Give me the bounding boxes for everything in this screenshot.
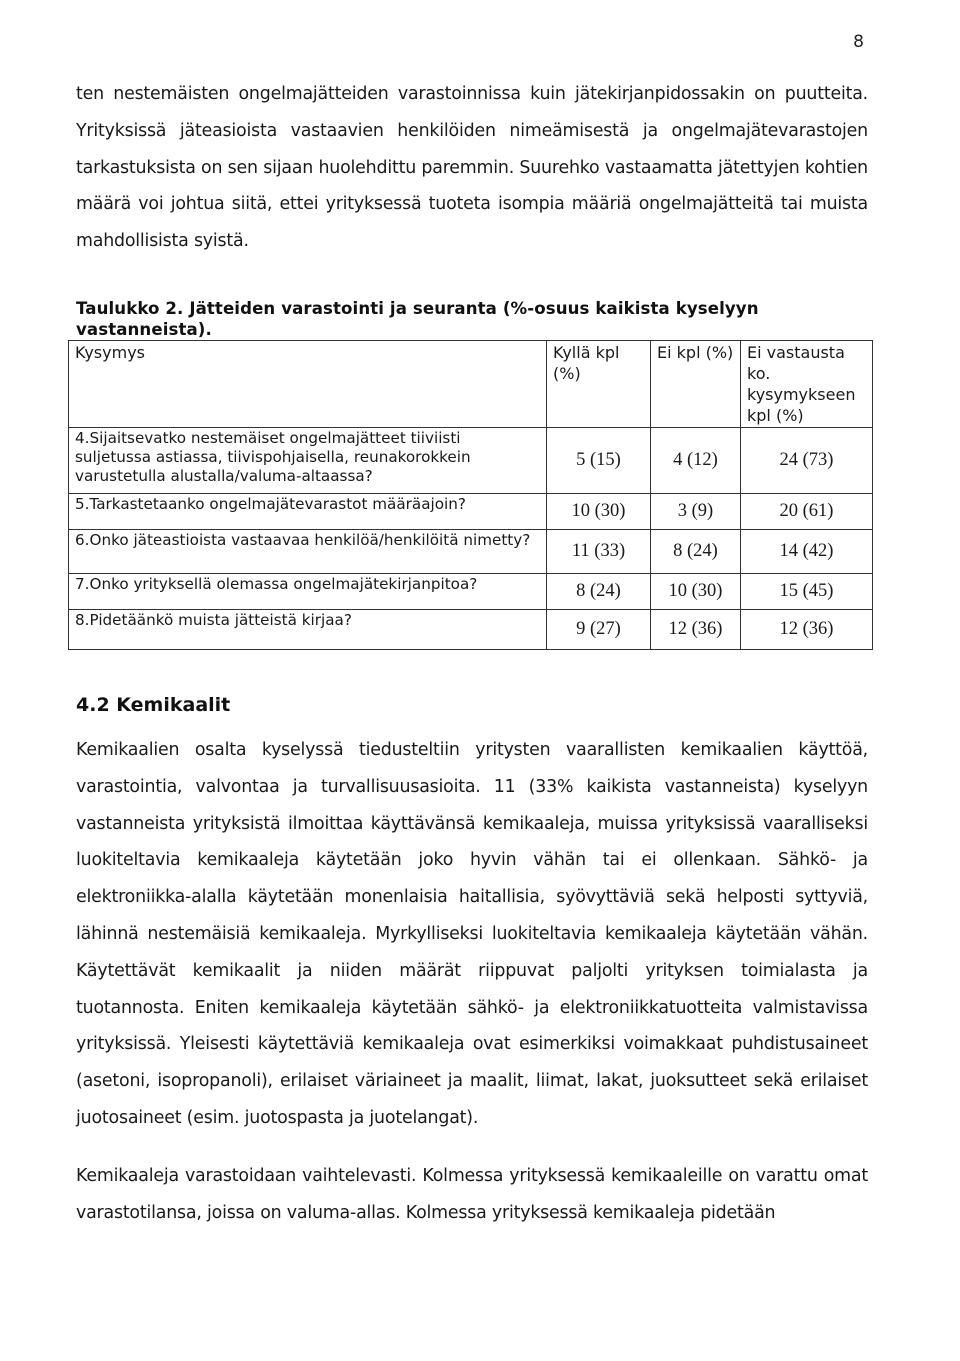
table-row: [69, 574, 873, 610]
table-header-row: [69, 341, 873, 428]
table-row: [69, 610, 873, 650]
table-caption: Taulukko 2. Jätteiden varastointi ja seuranta (%-osuus kaikista kyselyyn vastanneista).: [76, 299, 759, 339]
row-no-answer: 24 (73): [741, 428, 873, 494]
row-no-answer: 12 (36): [741, 610, 873, 650]
body-paragraph-1: ten nestemäisten ongelmajätteiden varastoinnissa kuin jätekirjanpidossakin on puutteita. Yrityksissä jäteasioista vastaavien henkilöiden nimeämisestä ja ongelmajätevarastojen tarkastuksista on sen sijaan huolehdittu paremmin. Suurehko vastaamatta jätettyjen kohtien määrä voi johtua siitä, ettei yrityksessä tuoteta isompia määriä ongelmajätteitä tai muista mahdollisista syistä.: [76, 84, 868, 252]
table-row: [69, 494, 873, 530]
header-yes: Kyllä kpl (%): [547, 341, 651, 428]
row-question: 4.Sijaitsevatko nestemäiset ongelmajätteet tiiviisti suljetussa astiassa, tiivispohjaisella, reunakorokkein varustetulla alustalla/valuma-altaassa?: [69, 428, 547, 494]
table-row: [69, 530, 873, 574]
row-no-answer: 15 (45): [741, 574, 873, 610]
row-question: 5.Tarkastetaanko ongelmajätevarastot määräajoin?: [69, 494, 547, 530]
section-heading: 4.2 Kemikaalit: [76, 694, 231, 716]
row-no-answer: 14 (42): [741, 530, 873, 574]
row-no: 10 (30): [651, 574, 741, 610]
row-question: 7.Onko yrityksellä olemassa ongelmajätekirjanpitoa?: [69, 574, 547, 610]
row-yes: 8 (24): [547, 574, 651, 610]
row-no: 3 (9): [651, 494, 741, 530]
page-number: 8: [853, 32, 864, 52]
header-no: Ei kpl (%): [651, 341, 741, 428]
header-no-answer: Ei vastausta ko. kysymykseen kpl (%): [741, 341, 873, 428]
table-row: [69, 428, 873, 494]
row-yes: 5 (15): [547, 428, 651, 494]
body-paragraph-3: Kemikaaleja varastoidaan vaihtelevasti. Kolmessa yrityksessä kemikaaleille on varattu omat varastotilansa, joissa on valuma-allas. Kolmessa yrityksessä kemikaaleja pidetään: [76, 1166, 868, 1223]
row-no-answer: 20 (61): [741, 494, 873, 530]
row-yes: 9 (27): [547, 610, 651, 650]
row-question: 6.Onko jäteastioista vastaavaa henkilöä/henkilöitä nimetty?: [69, 530, 547, 574]
body-paragraph-2: Kemikaalien osalta kyselyssä tiedusteltiin yritysten vaarallisten kemikaalien käyttöä, varastointia, valvontaa ja turvallisuusasioita. 11 (33% kaikista vastanneista) kyselyyn vastanneista yrityksistä ilmoittaa käyttävänsä kemikaaleja, muissa yrityksissä vaaralliseksi luokiteltavia kemikaaleja käytetään joko hyvin vähän tai ei ollenkaan. Sähkö- ja elektroniikka-alalla käytetään monenlaisia haitallisia, syövyttäviä sekä helposti syttyviä, lähinnä nestemäisiä kemikaaleja. Myrkylliseksi luokiteltavia kemikaaleja käytetään vähän. Käytettävät kemikaalit ja niiden määrät riippuvat paljolti yrityksen toimialasta ja tuotannosta. Eniten kemikaaleja käytetään sähkö- ja elektroniikkatuotteita valmistavissa yrityksissä. Yleisesti käytettäviä kemikaaleja ovat esimerkiksi voimakkaat puhdistusaineet (asetoni, isopropanoli), erilaiset väriaineet ja maalit, liimat, lakat, juoksutteet sekä erilaiset juotosaineet (esim. juotospasta ja juotelangat).: [76, 740, 868, 1128]
row-yes: 10 (30): [547, 494, 651, 530]
header-question: Kysymys: [69, 341, 547, 428]
row-question: 8.Pidetäänkö muista jätteistä kirjaa?: [69, 610, 547, 650]
waste-storage-table: [68, 340, 873, 650]
row-no: 12 (36): [651, 610, 741, 650]
row-no: 8 (24): [651, 530, 741, 574]
row-no: 4 (12): [651, 428, 741, 494]
row-yes: 11 (33): [547, 530, 651, 574]
